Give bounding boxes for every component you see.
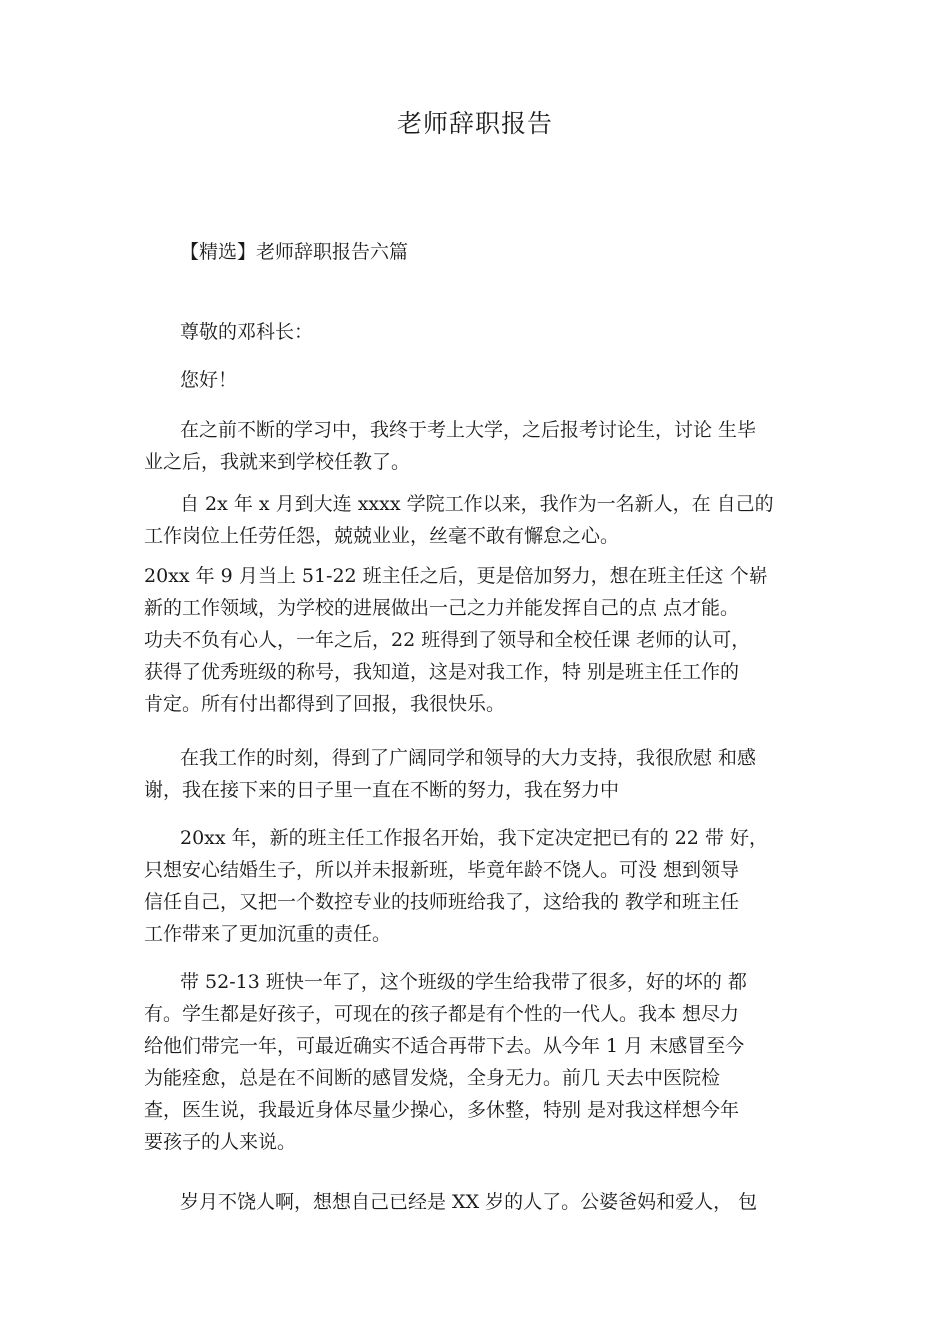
paragraph-line: 业之后，我就来到学校任教了。: [144, 451, 411, 473]
paragraph-greeting: [144, 364, 834, 396]
paragraph-line: 给他们带完一年，可最近确实不适合再带下去。从今年 1 月 末感冒至今: [144, 1035, 745, 1057]
paragraph-line: 谢，我在接下来的日子里一直在不断的努力，我在努力中: [144, 779, 620, 801]
paragraph-line: 获得了优秀班级的称号，我知道，这是对我工作，特 别是班主任工作的: [144, 661, 740, 683]
paragraph-5: [144, 560, 834, 720]
paragraph-line: 在之前不断的学习中，我终于考上大学，之后报考讨论生，讨论 生毕: [180, 419, 757, 441]
paragraph-subtitle: [144, 236, 834, 268]
paragraph-line: 查，医生说，我最近身体尽量少操心，多休整，特别 是对我这样想今年: [144, 1099, 740, 1121]
paragraph-line: 自 2x 年 x 月到大连 xxxx 学院工作以来，我作为一名新人，在 自己的: [180, 493, 774, 515]
paragraph-line: 肯定。所有付出都得到了回报，我很快乐。: [144, 693, 506, 715]
paragraph-line: 有。学生都是好孩子，可现在的孩子都是有个性的一代人。我本 想尽力: [144, 1003, 740, 1025]
paragraph-3: [144, 414, 834, 478]
paragraph-8: [144, 966, 834, 1158]
paragraph-6: [144, 742, 834, 806]
paragraph-9: [144, 1186, 834, 1218]
paragraph-line: 功夫不负有心人，一年之后，22 班得到了领导和全校任课 老师的认可，: [144, 629, 751, 651]
paragraph-line: 工作带来了更加沉重的责任。: [144, 923, 392, 945]
paragraph-line: 工作岗位上任劳任怨，兢兢业业，丝毫不敢有懈怠之心。: [144, 525, 620, 547]
paragraph-line: 新的工作领域，为学校的进展做出一己之力并能发挥自己的点 点才能。: [144, 597, 740, 619]
paragraph-line: 带 52-13 班快一年了，这个班级的学生给我带了很多，好的坏的 都: [180, 971, 747, 993]
paragraph-line: 要孩子的人来说。: [144, 1131, 297, 1153]
paragraph-line: 信任自己，又把一个数控专业的技师班给我了，这给我的 教学和班主任: [144, 891, 740, 913]
paragraph-line: 您好！: [180, 369, 238, 391]
paragraph-line: 只想安心结婚生子，所以并未报新班，毕竟年龄不饶人。可没 想到领导: [144, 859, 740, 881]
paragraph-7: [144, 822, 834, 950]
paragraph-line: 尊敬的邓科长：: [180, 321, 314, 343]
paragraph-line: 20xx 年，新的班主任工作报名开始，我下定决定把已有的 22 带 好，: [180, 827, 768, 849]
paragraph-line: 【精选】老师辞职报告六篇: [180, 241, 409, 263]
paragraph-line: 岁月不饶人啊，想想自己已经是 XX 岁的人了。公婆爸妈和爱人， 包: [180, 1191, 758, 1213]
paragraph-line: 为能痊愈，总是在不间断的感冒发烧，全身无力。前几 天去中医院检: [144, 1067, 721, 1089]
paragraph-line: 20xx 年 9 月当上 51-22 班主任之后，更是倍加努力，想在班主任这 个崭: [144, 565, 768, 587]
paragraph-line: 在我工作的时刻，得到了广阔同学和领导的大力支持，我很欣慰 和感: [180, 747, 757, 769]
paragraph-4: [144, 488, 834, 552]
paragraph-salutation: [144, 316, 834, 348]
document-title: 老师辞职报告: [396, 109, 553, 138]
